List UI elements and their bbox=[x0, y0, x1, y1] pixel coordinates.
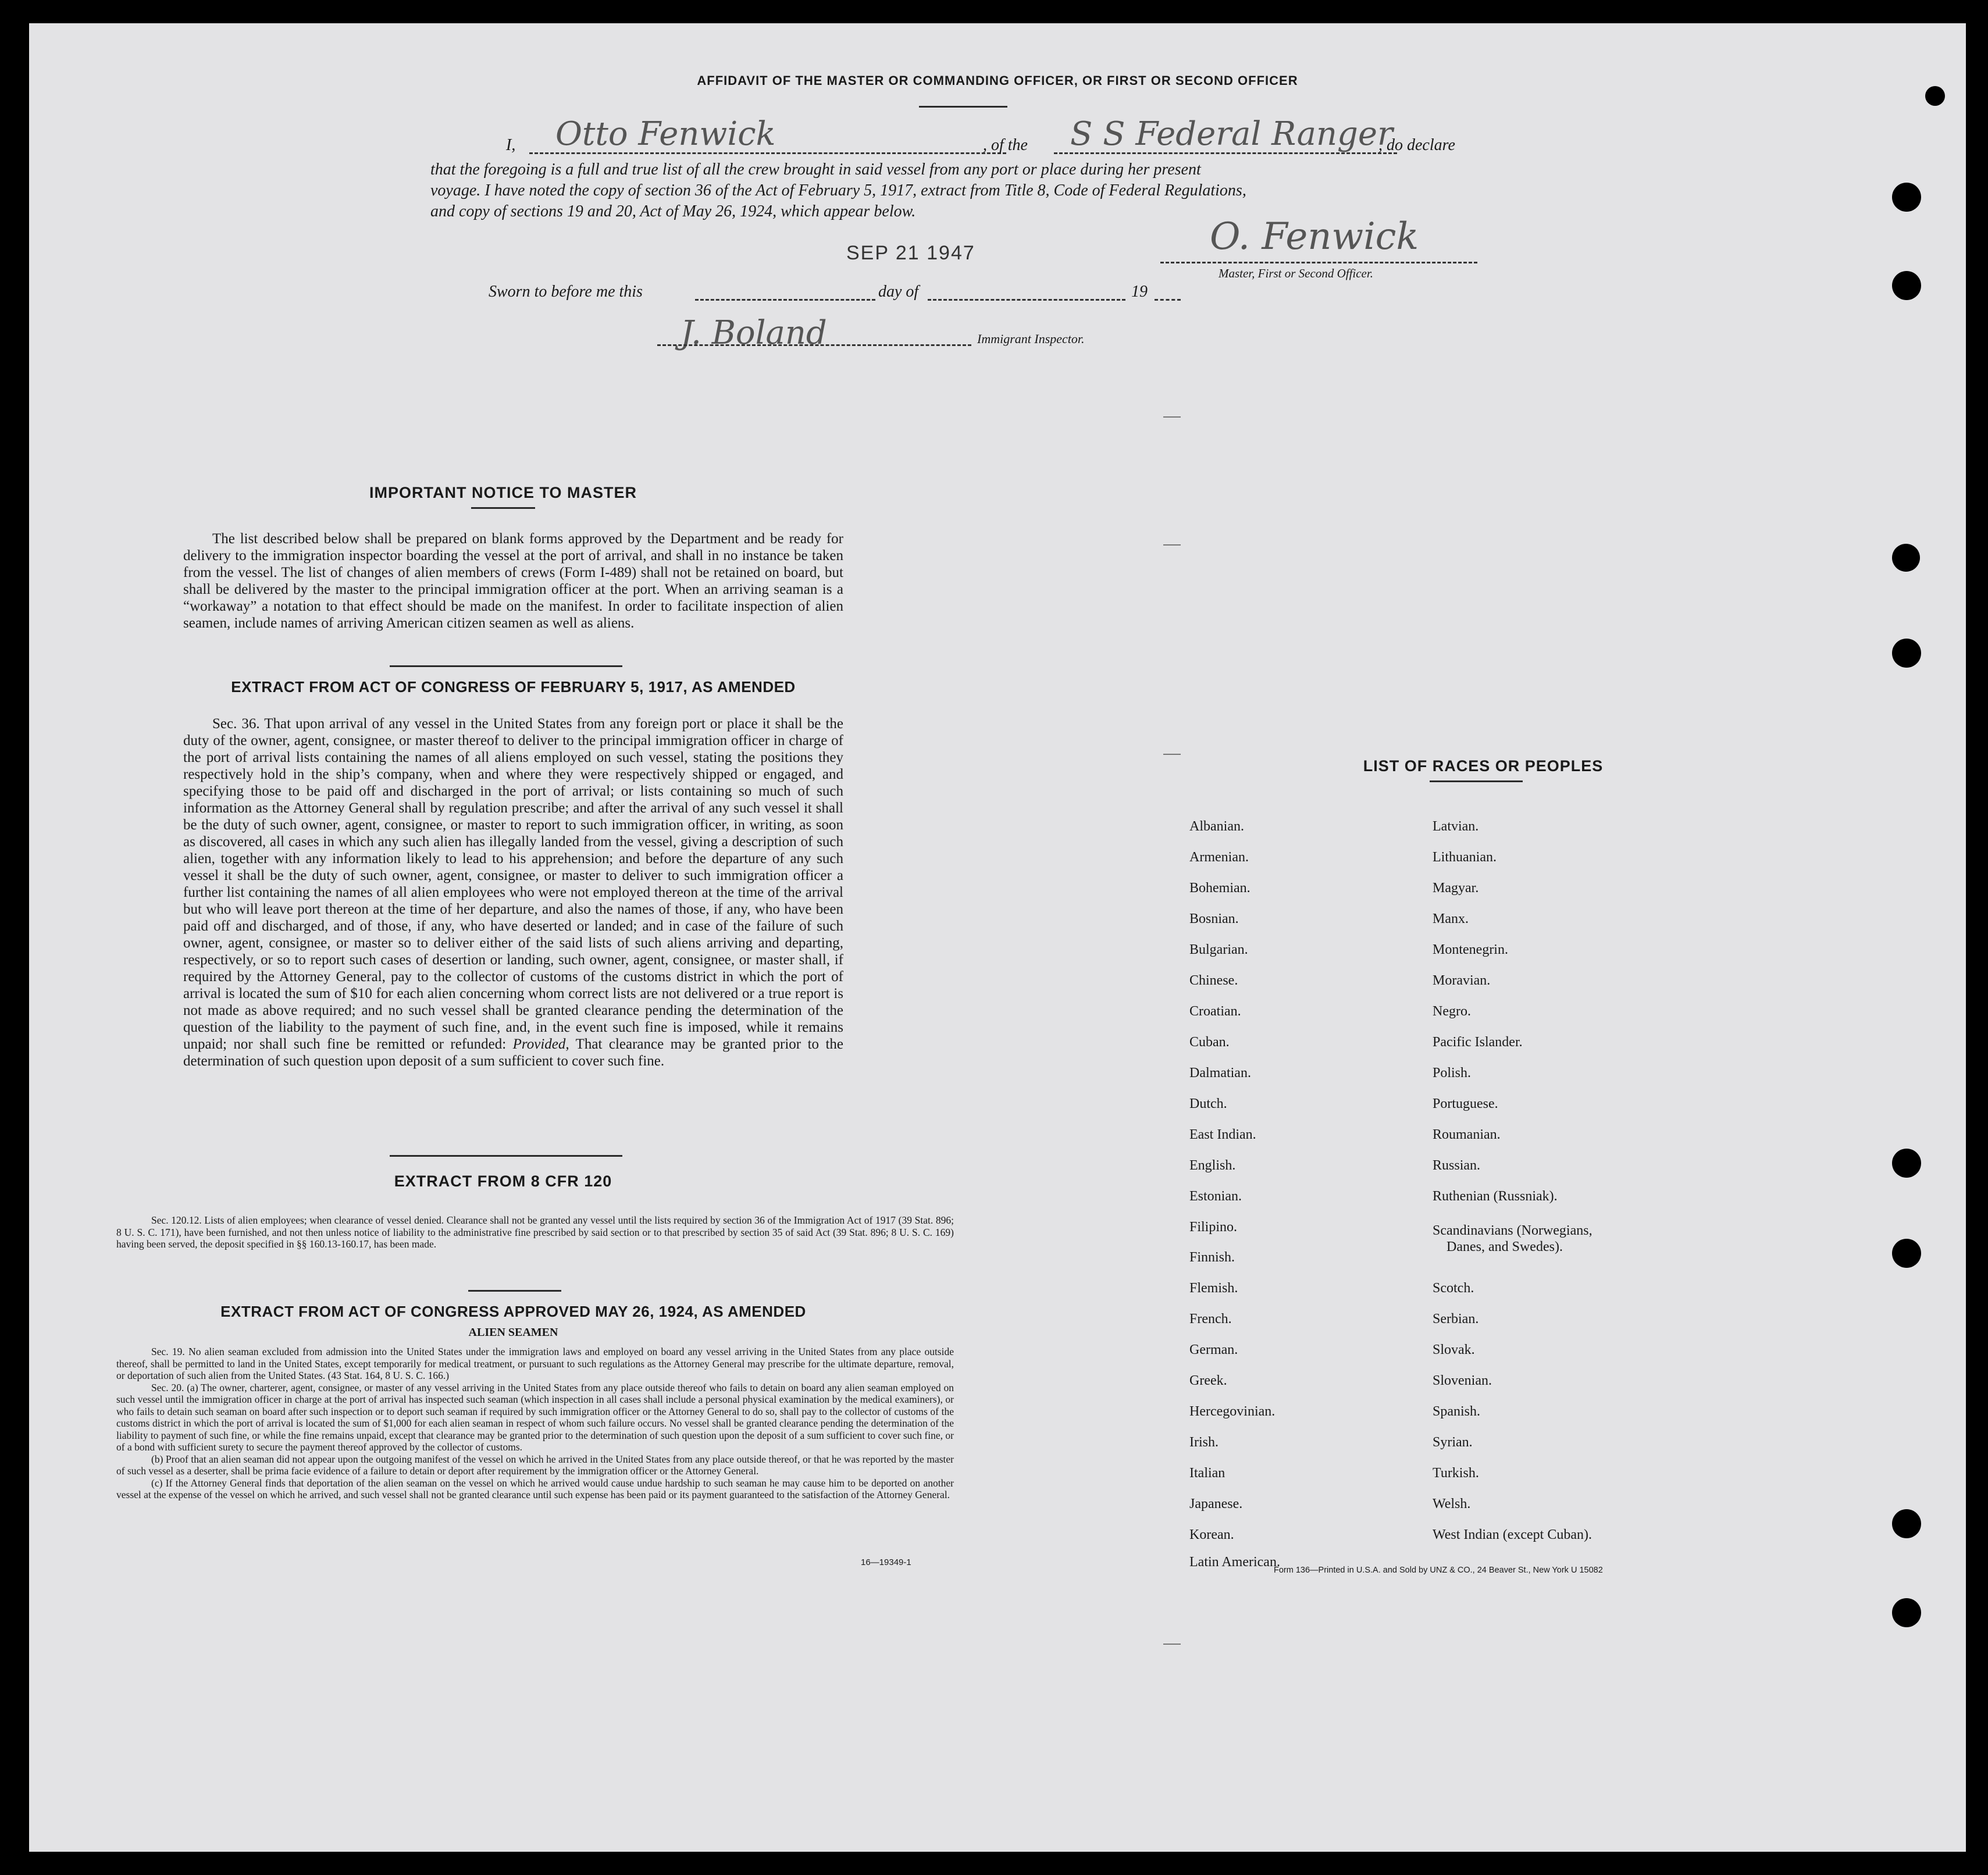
race-item: Latin American. bbox=[1189, 1555, 1280, 1570]
cfr-title: EXTRACT FROM 8 CFR 120 bbox=[394, 1172, 612, 1190]
i-label: I, bbox=[506, 136, 516, 154]
master-signature: O. Fenwick bbox=[1210, 215, 1419, 258]
race-item: Flemish. bbox=[1189, 1281, 1238, 1296]
manifest-page bbox=[29, 23, 1966, 1852]
race-item: Filipino. bbox=[1189, 1220, 1238, 1235]
race-item: West Indian (except Cuban). bbox=[1433, 1527, 1592, 1542]
year-label: 19 bbox=[1131, 283, 1148, 301]
sec-20c-text: (c) If the Attorney General finds that deportation of the alien seaman on the vessel on which he arrived would cause undue hardship to such seaman he may cause him to be deported on another vessel at the expense of the vessel on which he arrived, and such vessel shall not be granted clearance until such expense has been paid or its payment guaranteed to the satisfaction of the Attorney General. bbox=[116, 1477, 954, 1500]
sec-36-label: Sec. 36. bbox=[212, 716, 260, 732]
race-item: Slovenian. bbox=[1433, 1373, 1492, 1388]
race-item: Korean. bbox=[1189, 1527, 1234, 1542]
race-item: French. bbox=[1189, 1311, 1232, 1327]
sec-36-text: That upon arrival of any vessel in the United States from any foreign port or place it shall be the duty of the owner, agent, consignee, or master thereof to deliver to the principal immigration officer in charge of the port of arrival lists containing the names of all aliens employed on such vessel, stating the positions they respectively hold in the ship’s company, when and where they were respectively shipped or engaged, and specifying those to be paid off and discharged in the port of arrival; or lists containing so much of such information as the Attorney General shall by regulation prescribe; and after the arrival of any such vessel it shall be the duty of such owner, agent, consignee, or master to report to such immigration officer, in writing, as soon as discovered, all cases in which any such alien has illegally landed from the vessel, giving a description of such alien, together with any information likely to lead to his apprehension; and before the departure of any such vessel it shall be the duty of such owner, agent, consignee, or master to deliver to such immigration officer a further list containing the names of all alien employees who were not employed thereon at the time of the arrival but who will leave port thereon at the time of her departure, and also the names of those, if any, who have been paid off and discharged, and of those, if any, who have deserted or landed; and in case of the failure of such owner, agent, consignee, or master so to deliver either of the said lists of such aliens arriving and departing, respectively, or so to report such cases of desertion or landing, such owner, agent, consignee, or master shall, if required by the Attorney General, pay to the collector of customs of the customs district in which the port of arrival is located the sum of $10 for each alien concerning whom correct lists are not delivered or a true report is not made as above required; and no such vessel shall be granted clearance pending the determination of the question of the liability to the payment of such fine, and, in the event such fine is imposed, while it remains unpaid; nor shall such fine be remitted or refunded: bbox=[183, 716, 843, 1052]
race-item: English. bbox=[1189, 1158, 1236, 1173]
sworn-label: Sworn to before me this bbox=[489, 283, 643, 301]
race-item: Turkish. bbox=[1433, 1466, 1479, 1481]
sec-20a-text: Sec. 20. (a) The owner, charterer, agent, consignee, or master of any vessel arriving in the United States from any place outside thereof who fails to detain on board any alien seaman employed on such vessel until the immigration officer in charge at the port of arrival has inspected such seaman (which inspection in all cases shall include a personal physical examination by the medical examiners), or who fails to detain such seaman on board after such inspection or to deport such seaman if required by such immigration officer or the Attorney General to do so, shall pay to the collector of customs of the customs district in which the port of arrival is located the sum of $1,000 for each alien seaman in respect of whom such failure occurs. No vessel shall be granted clearance pending the determination of the liability to payment of such fine, or while the fine remains unpaid, except that clearance may be granted prior to the determination of such question upon the deposit of a sum sufficient to cover such fine, or of a bond with sufficient surety to secure the payment thereof approved by the collector of customs. bbox=[116, 1381, 954, 1453]
race-item: Italian bbox=[1189, 1466, 1225, 1481]
race-item: Armenian. bbox=[1189, 850, 1249, 865]
inspector-signature-line bbox=[657, 344, 971, 346]
notice-body: The list described below shall be prepared on blank forms approved by the Department and be ready for delivery to the immigration inspector boarding the vessel at the port of arrival, and shall in no instance be taken from the vessel. The list of changes of alien members of crews (Form I-489) shall not be retained on board, but shall be delivered by the master to the principal immigration officer at the port. When an arriving seaman is a “workaway” a notation to that effect should be made on the manifest. In order to facilitate inspection of alien seamen, include names of arriving American citizen seamen as well as aliens. bbox=[183, 531, 843, 631]
race-item: Irish. bbox=[1189, 1435, 1219, 1450]
race-item: Croatian. bbox=[1189, 1004, 1241, 1019]
race-item: Albanian. bbox=[1189, 819, 1244, 834]
margin-dash bbox=[1163, 1644, 1181, 1645]
divider bbox=[471, 507, 535, 509]
margin-dash bbox=[1163, 544, 1181, 546]
binder-hole bbox=[1925, 86, 1945, 106]
race-item: Russian. bbox=[1433, 1158, 1481, 1173]
race-item: Roumanian. bbox=[1433, 1127, 1501, 1142]
binder-hole bbox=[1892, 183, 1921, 212]
sec-36-body bbox=[183, 715, 843, 1070]
race-item: Lithuanian. bbox=[1433, 850, 1497, 865]
divider bbox=[390, 665, 622, 667]
alien-seamen-subtitle: ALIEN SEAMEN bbox=[468, 1326, 558, 1339]
race-item: East Indian. bbox=[1189, 1127, 1256, 1142]
race-item: Serbian. bbox=[1433, 1311, 1479, 1327]
race-item: Bohemian. bbox=[1189, 881, 1250, 896]
sec-19-text: Sec. 19. No alien seaman excluded from admission into the United States under the immigration laws and employed on board any vessel arriving in the United States from any place outside thereof, shall be permitted to land in the United States, except temporarily for medical treatment, or pursuant to such regulations as the Attorney General may prescribe for the ultimate departure, removal, or deportation of such alien from the United States. (43 Stat. 164, 8 U. S. C. 166.) bbox=[116, 1346, 954, 1381]
race-item: German. bbox=[1189, 1342, 1238, 1357]
sworn-month-line bbox=[928, 299, 1125, 301]
race-item: Syrian. bbox=[1433, 1435, 1473, 1450]
race-item: Chinese. bbox=[1189, 973, 1238, 988]
master-caption: Master, First or Second Officer. bbox=[1219, 266, 1373, 280]
day-of-label: day of bbox=[878, 283, 919, 301]
affidavit-line-4: and copy of sections 19 and 20, Act of May 26, 1924, which appear below. bbox=[430, 202, 916, 220]
master-name-handwriting: Otto Fenwick bbox=[555, 115, 776, 153]
binder-hole bbox=[1892, 271, 1921, 300]
margin-dash bbox=[1163, 416, 1181, 418]
affidavit-title: AFFIDAVIT OF THE MASTER OR COMMANDING OFFICER, OR FIRST OR SECOND OFFICER bbox=[697, 73, 1298, 88]
race-item: Scotch. bbox=[1433, 1281, 1474, 1296]
race-item: Montenegrin. bbox=[1433, 942, 1508, 957]
notice-title: IMPORTANT NOTICE TO MASTER bbox=[369, 484, 637, 501]
races-title: LIST OF RACES OR PEOPLES bbox=[1363, 757, 1604, 775]
race-item: Manx. bbox=[1433, 911, 1469, 926]
race-item: Polish. bbox=[1433, 1065, 1472, 1081]
race-item: Magyar. bbox=[1433, 881, 1479, 896]
extract-1924-title: EXTRACT FROM ACT OF CONGRESS APPROVED MAY 26, 1924, AS AMENDED bbox=[220, 1303, 806, 1320]
race-item: Welsh. bbox=[1433, 1496, 1471, 1512]
race-item: Scandinavians (Norwegians, bbox=[1433, 1223, 1592, 1238]
date-stamp: SEP 21 1947 bbox=[846, 242, 975, 264]
declare-label: , do declare bbox=[1378, 136, 1455, 154]
provided-label: Provided, bbox=[512, 1036, 569, 1052]
race-item: Danes, and Swedes). bbox=[1447, 1239, 1563, 1254]
binder-hole bbox=[1892, 1149, 1921, 1178]
race-item: Estonian. bbox=[1189, 1189, 1242, 1204]
binder-hole bbox=[1892, 1239, 1921, 1268]
sec-20b-text: (b) Proof that an alien seaman did not appear upon the outgoing manifest of the vessel on which he arrived in the United States from any place outside thereof, or that he was reported by the master of such vessel as a deserter, shall be prima facie evidence of a failure to detain or deport after requirement by the immigration officer or the Attorney General. bbox=[116, 1453, 954, 1477]
affidavit-line-2: that the foregoing is a full and true list of all the crew brought in said vessel from any port or place during her present bbox=[430, 161, 1201, 179]
printer-footer: Form 136—Printed in U.S.A. and Sold by UNZ & CO., 24 Beaver St., New York U 15082 bbox=[1274, 1566, 1603, 1575]
race-item: Slovak. bbox=[1433, 1342, 1475, 1357]
divider bbox=[468, 1290, 561, 1292]
race-item: Dalmatian. bbox=[1189, 1065, 1251, 1081]
binder-hole bbox=[1892, 1598, 1921, 1627]
binder-hole bbox=[1892, 544, 1920, 572]
inspector-signature: J. Boland bbox=[681, 314, 827, 352]
inspector-caption: Immigrant Inspector. bbox=[977, 331, 1085, 346]
binder-hole bbox=[1892, 639, 1921, 668]
sworn-day-line bbox=[695, 299, 875, 301]
sec-19-20-body bbox=[116, 1346, 954, 1501]
race-item: Moravian. bbox=[1433, 973, 1491, 988]
divider bbox=[919, 106, 1007, 108]
race-item: Ruthenian (Russniak). bbox=[1433, 1189, 1558, 1204]
divider bbox=[390, 1155, 622, 1157]
extract-1917-title: EXTRACT FROM ACT OF CONGRESS OF FEBRUARY 5, 1917, AS AMENDED bbox=[231, 678, 796, 696]
race-item: Cuban. bbox=[1189, 1035, 1230, 1050]
race-item: Bosnian. bbox=[1189, 911, 1239, 926]
race-item: Spanish. bbox=[1433, 1404, 1481, 1419]
sworn-year-line bbox=[1155, 299, 1181, 301]
divider bbox=[1430, 780, 1523, 782]
binder-hole bbox=[1892, 1509, 1921, 1538]
cfr-body: Sec. 120.12. Lists of alien employees; when clearance of vessel denied. Clearance shall not be granted any vessel until the lists required by section 36 of the Immigration Act of 1917 (39 Stat. 896; 8 U. S. C. 171), have been furnished, and not then unless notice of liability to the administrative fine prescribed by said section or to that prescribed by section 35 of said Act (39 Stat. 896; 8 U. S. C. 169) having been served, the deposit specified in §§ 160.13-160.17, has been made. bbox=[116, 1214, 954, 1250]
race-item: Finnish. bbox=[1189, 1250, 1235, 1265]
race-item: Latvian. bbox=[1433, 819, 1479, 834]
sec-36-text-end: That clearance may be granted prior to the determination of such question upon deposit of a sum sufficient to cover such fine. bbox=[183, 1036, 843, 1069]
master-signature-line bbox=[1160, 262, 1477, 263]
race-item: Greek. bbox=[1189, 1373, 1227, 1388]
vessel-name-handwriting: S S Federal Ranger bbox=[1070, 115, 1393, 153]
form-code: 16—19349-1 bbox=[861, 1557, 911, 1567]
race-item: Portuguese. bbox=[1433, 1096, 1498, 1111]
race-item: Japanese. bbox=[1189, 1496, 1243, 1512]
margin-dash bbox=[1163, 754, 1181, 755]
race-item: Hercegovinian. bbox=[1189, 1404, 1276, 1419]
race-item: Bulgarian. bbox=[1189, 942, 1248, 957]
race-item: Dutch. bbox=[1189, 1096, 1227, 1111]
of-the-label: , of the bbox=[983, 136, 1028, 154]
race-item: Negro. bbox=[1433, 1004, 1471, 1019]
race-item: Pacific Islander. bbox=[1433, 1035, 1523, 1050]
affidavit-line-3: voyage. I have noted the copy of section 36 of the Act of February 5, 1917, extract from Title 8, Code of Federal Regulations, bbox=[430, 181, 1246, 199]
